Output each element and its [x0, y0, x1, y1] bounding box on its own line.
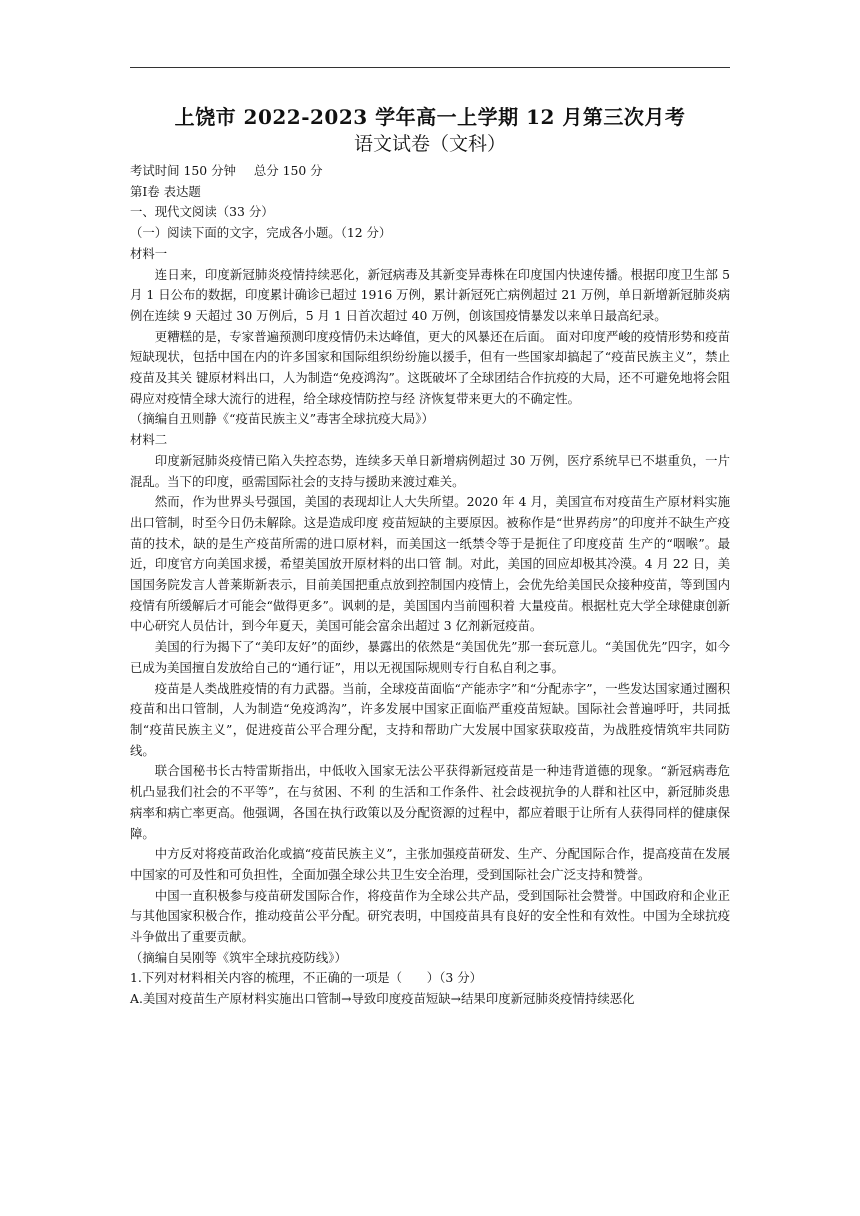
top-rule: [130, 67, 730, 68]
section-heading: 一、现代文阅读（33 分）: [130, 204, 274, 220]
material-label: 材料二: [130, 432, 168, 448]
exam-time: 考试时间 150 分钟: [130, 163, 236, 178]
material-label: 材料一: [130, 245, 168, 261]
paragraph: 联合国秘书长古特雷斯指出，中低收入国家无法公平获得新冠疫苗是一种违背道德的现象。“新冠病毒危机凸显我们社会的不平等”，在与贫困、不利 的生活和工作条件、社会歧视抗争的人群和社区中，新冠肺炎患病率和病亡率更高。他强调，各国在执行政策以及分配资源的过程中，都应着眼于让所有人获得同样的健康保障。: [130, 763, 730, 841]
paragraph: 连日来，印度新冠肺炎疫情持续恶化，新冠病毒及其新变异毒株在印度国内快速传播。根据印度卫生部 5 月 1 日公布的数据，印度累计确诊已超过 1916 万例，累计新冠死亡病例超过 21 万例，单日新增新冠肺炎病例在连续 9 天超过 30 万例后，5 月 1 日首次超过 40 万例，创该国疫情暴发以来单日最高纪录。: [130, 266, 730, 323]
exam-total-score: 总分 150 分: [253, 163, 323, 178]
paragraph: 中方反对将疫苗政治化或搞“疫苗民族主义”，主张加强疫苗研发、生产、分配国际合作，提高疫苗在发展中国家的可及性和可负担性，全面加强全球公共卫生安全治理，受到国际社会广泛支持和赞誉。: [130, 846, 730, 882]
paragraph: 中国一直积极参与疫苗研发国际合作，将疫苗作为全球公共产品，受到国际社会赞誉。中国政府和企业正与其他国家积极合作，推动疫苗公平分配。研究表明，中国疫苗具有良好的安全性和有效性。中国为全球抗疫斗争做出了重要贡献。: [130, 887, 730, 945]
subsection-heading: （一）阅读下面的文字，完成各小题。（12 分）: [130, 225, 392, 241]
exam-subtitle: 语文试卷（文科）: [353, 133, 506, 155]
question-stem: 1.下列对材料相关内容的梳理，不正确的一项是（ ）（3 分）: [130, 970, 482, 986]
answer-option-a: A.美国对疫苗生产原材料实施出口管制→导致印度疫苗短缺→结果印度新冠肺炎疫情持续恶化: [130, 991, 635, 1007]
exam-title: 上饶市 2022-2023 学年高一上学期 12 月第三次月考: [174, 105, 686, 129]
source-citation: （摘编自吴刚等《筑牢全球抗疫防线》）: [130, 949, 347, 965]
paragraph: 更糟糕的是，专家普遍预测印度疫情仍未达峰值，更大的风暴还在后面。 面对印度严峻的疫情形势和疫苗短缺现状，包括中国在内的许多国家和国际组织纷纷施以援手，但有一些国家却搞起了“疫苗民族主义”，禁止疫苗及其关 键原材料出口，人为制造“免疫鸿沟”。这既破坏了全球团结合作抗疫的大局，还不可避免地将会阻碍应对疫情全球大流行的进程，给全球疫情防控与经 济恢复带来更大的不确定性。: [130, 328, 730, 406]
paragraph: 印度新冠肺炎疫情已陷入失控态势，连续多天单日新增病例超过 30 万例，医疗系统早已不堪重负，一片混乱。当下的印度，亟需国际社会的支持与援助来渡过难关。: [130, 452, 730, 489]
paragraph: 然而，作为世界头号强国，美国的表现却让人大失所望。2020 年 4 月，美国宣布对疫苗生产原材料实施出口管制，时至今日仍未解除。这是造成印度 疫苗短缺的主要原因。被称作是“世界药房”的印度并不缺生产疫苗的技术，缺的是生产疫苗所需的进口原材料，而美国这一纸禁令等于是扼住了印度疫苗 生产的“咽喉”。最近，印度官方向美国求援，希望美国放开原材料的出口管 制。对此，美国的回应却极其冷漠。4 月 22 日，美国国务院发言人普莱斯新表示，目前美国把重点放到控制国内疫情上，会优先给美国民众接种疫苗，等到国内疫情有所缓解后才可能会“做得更多”。讽刺的是，美国国内当前囤积着 大量疫苗。根据杜克大学全球健康创新中心研究人员估计，到今年夏天，美国可能会富余出超过 3 亿剂新冠疫苗。: [130, 494, 730, 634]
exam-page: [130, 103, 730, 1010]
paragraph: 美国的行为揭下了“美印友好”的面纱，暴露出的依然是“美国优先”那一套玩意儿。“美国优先”四字，如今已成为美国擅自发放给自己的“通行证”，用以无视国际规则专行自私自利之事。: [130, 639, 730, 675]
paragraph: 疫苗是人类战胜疫情的有力武器。当前，全球疫苗面临“产能赤字”和“分配赤字”，一些发达国家通过圈积疫苗和出口管制，人为制造“免疫鸿沟”，许多发展中国家正面临严重疫苗短缺。国际社会普遍呼吁，共同抵制“疫苗民族主义”，促进疫苗公平合理分配，支持和帮助广大发展中国家获取疫苗，为战胜疫情筑牢共同防线。: [130, 680, 730, 758]
part-heading: 第Ⅰ卷 表达题: [130, 183, 201, 199]
exam-info: [130, 161, 730, 182]
source-citation: （摘编自丑则静《“疫苗民族主义”毒害全球抗疫大局》）: [130, 411, 434, 427]
